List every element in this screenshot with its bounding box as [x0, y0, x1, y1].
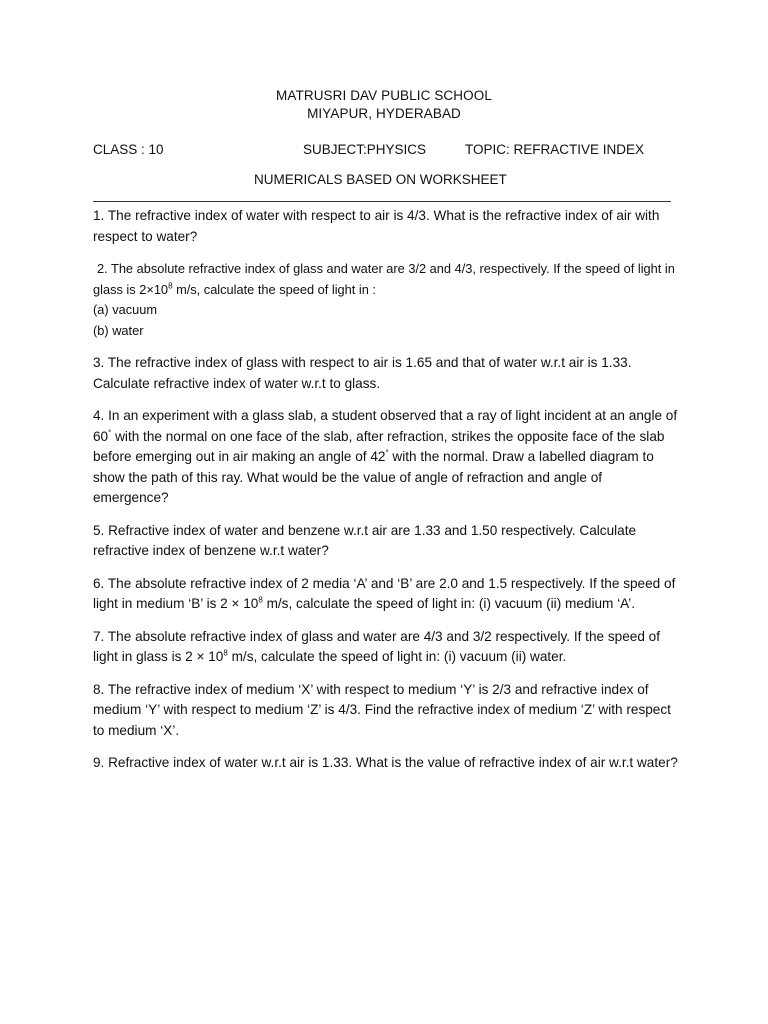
question-2-exponent: 8 [168, 281, 173, 291]
question-6-exponent: 8 [258, 595, 263, 605]
question-9: 9. Refractive index of water w.r.t air is 1.33. What is the value of refractive index of air w.r.t water? [93, 755, 678, 770]
question-5: 5. Refractive index of water and benzene w.r.t air are 1.33 and 1.50 respectively. Calculate refractive index of benzene w.r.t water? [93, 522, 637, 558]
question-2-option-a: (a) vacuum [93, 302, 158, 317]
question-2-text-b: m/s, calculate the speed of light in : [172, 281, 376, 297]
question-8: 8. The refractive index of medium ‘X’ with respect to medium ‘Y’ is 2/3 and refractive index of medium ‘Y’ with respect to medium ‘Z’ is 4/3. Find the refractive index of medium ‘Z’ with respect to medium ‘X’. [93, 681, 671, 738]
question-3: 3. The refractive index of glass with respect to air is 1.65 and that of water w.r.t air is 1.33. Calculate refractive index of water w.r.t to glass. [93, 355, 632, 391]
question-1: 1. The refractive index of water with respect to air is 4/3. What is the refractive index of air with respect to water? [93, 208, 660, 244]
question-4-degree-2: ° [385, 448, 389, 458]
school-location: MIYAPUR, HYDERABAD [307, 106, 461, 121]
question-7-exponent: 8 [223, 648, 228, 658]
question-4 [93, 406, 678, 509]
question-4-degree-1: ° [108, 427, 112, 437]
question-4-text-a: 4. In an experiment with a glass slab, a student observed that a ray of light incident at an angle of 60 [93, 408, 678, 444]
divider-line [93, 201, 671, 202]
question-4-text-c: with the normal. Draw a labelled diagram to show the path of this ray. What would be the value of angle of refraction and angle of emergence? [93, 449, 654, 505]
question-7 [93, 627, 678, 668]
topic-label: TOPIC: REFRACTIVE INDEX [465, 142, 645, 157]
question-7-text-a: 7. The absolute refractive index of glass and water are 4/3 and 3/2 respectively. If the speed of light in glass is 2 × 10 [93, 628, 660, 664]
question-7-text-b: m/s, calculate the speed of light in: (i) vacuum (ii) water. [227, 649, 567, 664]
question-2-text-a: 2. The absolute refractive index of glass and water are 3/2 and 4/3, respectively. If the speed of light in glass is 2×10 [93, 261, 675, 297]
question-6-text-a: 6. The absolute refractive index of 2 media ‘A’ and ‘B’ are 2.0 and 1.5 respectively. If the speed of light in medium ‘B’ is 2 × 10 [93, 575, 676, 611]
question-list [93, 206, 678, 786]
question-2 [93, 259, 678, 341]
question-2-option-b: (b) water [93, 322, 144, 338]
question-6-text-b: m/s, calculate the speed of light in: (i) vacuum (ii) medium ‘A’. [262, 596, 635, 611]
school-name: MATRUSRI DAV PUBLIC SCHOOL [276, 88, 492, 103]
subject-label: SUBJECT:PHYSICS [303, 142, 427, 157]
class-label: CLASS : 10 [93, 142, 164, 157]
worksheet-title: NUMERICALS BASED ON WORKSHEET [254, 172, 507, 187]
question-6 [93, 574, 678, 615]
question-4-text-b: with the normal on one face of the slab, after refraction, strikes the opposite face of the slab before emerging out in air making an angle of 42 [93, 428, 665, 464]
